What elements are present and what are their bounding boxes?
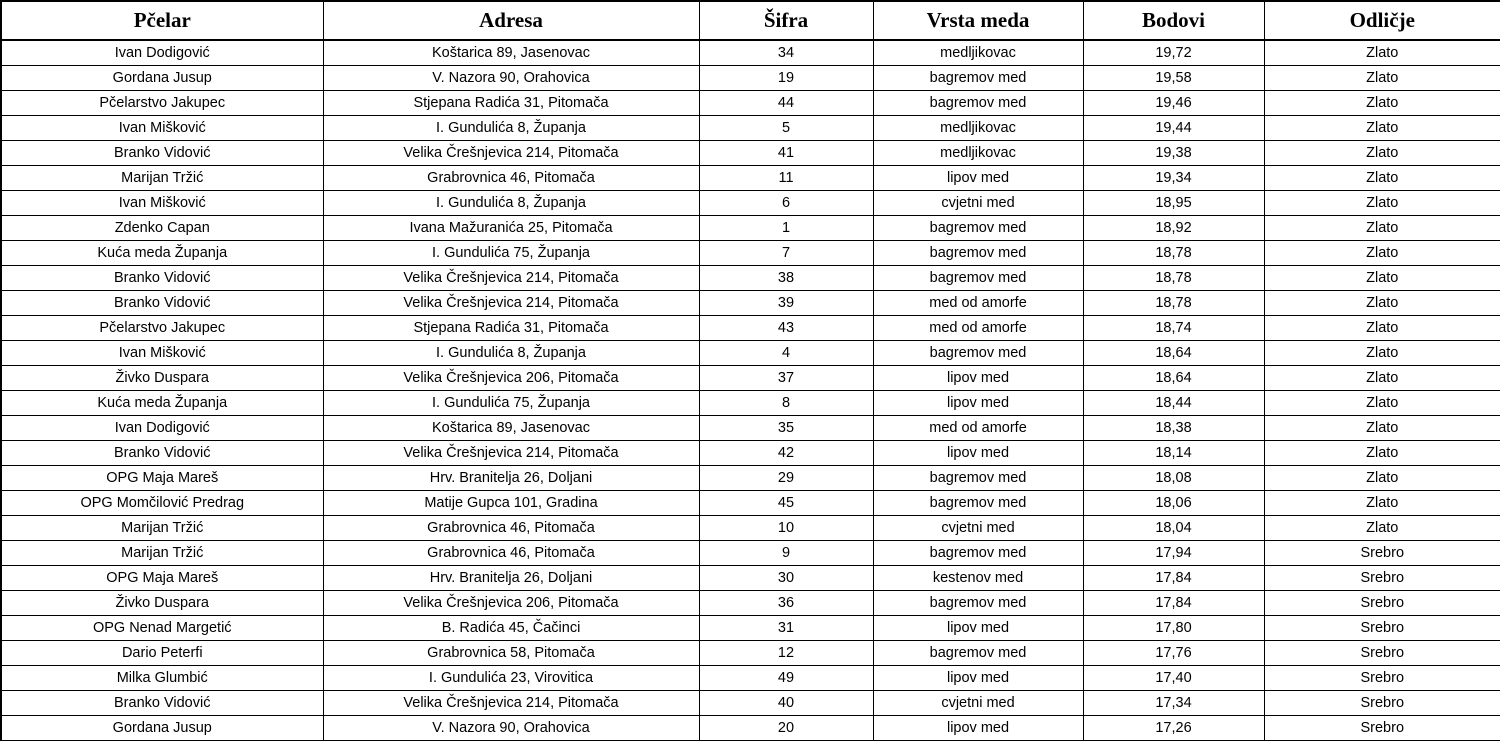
table-row: [1, 466, 1500, 491]
cell-pcelar: Marijan Tržić: [1, 541, 323, 566]
cell-adresa: Grabrovnica 46, Pitomača: [323, 166, 699, 191]
cell-vrsta-meda: bagremov med: [873, 491, 1083, 516]
cell-vrsta-meda: bagremov med: [873, 266, 1083, 291]
cell-vrsta-meda: lipov med: [873, 391, 1083, 416]
cell-pcelar: Branko Vidović: [1, 441, 323, 466]
cell-pcelar: Marijan Tržić: [1, 516, 323, 541]
cell-pcelar: OPG Momčilović Predrag: [1, 491, 323, 516]
table-row: [1, 241, 1500, 266]
cell-bodovi: 18,44: [1083, 391, 1264, 416]
cell-vrsta-meda: med od amorfe: [873, 291, 1083, 316]
table-row: [1, 641, 1500, 666]
header-sifra: Šifra: [699, 1, 873, 40]
cell-sifra: 31: [699, 616, 873, 641]
cell-bodovi: 17,84: [1083, 566, 1264, 591]
cell-odlicje: Zlato: [1264, 316, 1500, 341]
cell-pcelar: Milka Glumbić: [1, 666, 323, 691]
table-row: [1, 341, 1500, 366]
cell-pcelar: Branko Vidović: [1, 291, 323, 316]
cell-vrsta-meda: bagremov med: [873, 641, 1083, 666]
cell-sifra: 49: [699, 666, 873, 691]
table-body: [1, 40, 1500, 741]
cell-sifra: 36: [699, 591, 873, 616]
cell-pcelar: Zdenko Capan: [1, 216, 323, 241]
cell-bodovi: 18,04: [1083, 516, 1264, 541]
cell-pcelar: Živko Duspara: [1, 366, 323, 391]
cell-bodovi: 19,46: [1083, 91, 1264, 116]
cell-adresa: V. Nazora 90, Orahovica: [323, 716, 699, 741]
cell-bodovi: 18,78: [1083, 266, 1264, 291]
cell-vrsta-meda: lipov med: [873, 616, 1083, 641]
cell-adresa: Matije Gupca 101, Gradina: [323, 491, 699, 516]
header-vrsta-meda: Vrsta meda: [873, 1, 1083, 40]
cell-vrsta-meda: bagremov med: [873, 66, 1083, 91]
cell-adresa: Hrv. Branitelja 26, Doljani: [323, 566, 699, 591]
cell-vrsta-meda: cvjetni med: [873, 516, 1083, 541]
cell-odlicje: Zlato: [1264, 216, 1500, 241]
cell-adresa: Grabrovnica 46, Pitomača: [323, 541, 699, 566]
cell-odlicje: Zlato: [1264, 66, 1500, 91]
cell-bodovi: 17,40: [1083, 666, 1264, 691]
cell-pcelar: OPG Nenad Margetić: [1, 616, 323, 641]
cell-pcelar: Živko Duspara: [1, 591, 323, 616]
cell-sifra: 7: [699, 241, 873, 266]
cell-sifra: 39: [699, 291, 873, 316]
table-row: [1, 291, 1500, 316]
cell-bodovi: 18,64: [1083, 366, 1264, 391]
cell-sifra: 8: [699, 391, 873, 416]
cell-sifra: 1: [699, 216, 873, 241]
cell-vrsta-meda: med od amorfe: [873, 316, 1083, 341]
cell-vrsta-meda: bagremov med: [873, 466, 1083, 491]
cell-sifra: 20: [699, 716, 873, 741]
cell-pcelar: Branko Vidović: [1, 691, 323, 716]
cell-bodovi: 18,92: [1083, 216, 1264, 241]
cell-odlicje: Zlato: [1264, 116, 1500, 141]
cell-pcelar: Ivan Mišković: [1, 341, 323, 366]
cell-adresa: Stjepana Radića 31, Pitomača: [323, 316, 699, 341]
cell-vrsta-meda: cvjetni med: [873, 191, 1083, 216]
cell-sifra: 44: [699, 91, 873, 116]
cell-vrsta-meda: bagremov med: [873, 541, 1083, 566]
table-row: [1, 591, 1500, 616]
header-bodovi: Bodovi: [1083, 1, 1264, 40]
cell-sifra: 9: [699, 541, 873, 566]
cell-bodovi: 17,34: [1083, 691, 1264, 716]
cell-sifra: 4: [699, 341, 873, 366]
table-row: [1, 516, 1500, 541]
cell-vrsta-meda: kestenov med: [873, 566, 1083, 591]
cell-pcelar: Kuća meda Županja: [1, 391, 323, 416]
cell-adresa: V. Nazora 90, Orahovica: [323, 66, 699, 91]
cell-pcelar: Gordana Jusup: [1, 716, 323, 741]
cell-bodovi: 18,95: [1083, 191, 1264, 216]
table-row: [1, 266, 1500, 291]
cell-adresa: I. Gundulića 8, Županja: [323, 116, 699, 141]
cell-sifra: 19: [699, 66, 873, 91]
cell-vrsta-meda: lipov med: [873, 366, 1083, 391]
table-row: [1, 91, 1500, 116]
cell-sifra: 37: [699, 366, 873, 391]
cell-adresa: I. Gundulića 75, Županja: [323, 241, 699, 266]
cell-vrsta-meda: lipov med: [873, 166, 1083, 191]
table-row: [1, 116, 1500, 141]
cell-adresa: Koštarica 89, Jasenovac: [323, 40, 699, 66]
cell-adresa: Velika Črešnjevica 214, Pitomača: [323, 291, 699, 316]
cell-pcelar: Gordana Jusup: [1, 66, 323, 91]
table-row: [1, 541, 1500, 566]
cell-pcelar: Marijan Tržić: [1, 166, 323, 191]
header-pcelar: Pčelar: [1, 1, 323, 40]
cell-bodovi: 19,58: [1083, 66, 1264, 91]
cell-bodovi: 17,80: [1083, 616, 1264, 641]
cell-bodovi: 18,74: [1083, 316, 1264, 341]
cell-sifra: 30: [699, 566, 873, 591]
cell-odlicje: Srebro: [1264, 566, 1500, 591]
cell-pcelar: OPG Maja Mareš: [1, 566, 323, 591]
cell-odlicje: Zlato: [1264, 241, 1500, 266]
cell-sifra: 43: [699, 316, 873, 341]
cell-bodovi: 18,64: [1083, 341, 1264, 366]
cell-sifra: 5: [699, 116, 873, 141]
cell-pcelar: Dario Peterfi: [1, 641, 323, 666]
cell-pcelar: OPG Maja Mareš: [1, 466, 323, 491]
cell-odlicje: Zlato: [1264, 441, 1500, 466]
cell-bodovi: 19,44: [1083, 116, 1264, 141]
cell-odlicje: Zlato: [1264, 416, 1500, 441]
cell-bodovi: 19,34: [1083, 166, 1264, 191]
table-row: [1, 40, 1500, 66]
cell-sifra: 38: [699, 266, 873, 291]
cell-bodovi: 19,38: [1083, 141, 1264, 166]
cell-adresa: Grabrovnica 46, Pitomača: [323, 516, 699, 541]
cell-bodovi: 18,06: [1083, 491, 1264, 516]
cell-vrsta-meda: lipov med: [873, 716, 1083, 741]
table-row: [1, 716, 1500, 741]
cell-odlicje: Zlato: [1264, 466, 1500, 491]
cell-adresa: Velika Črešnjevica 214, Pitomača: [323, 691, 699, 716]
cell-sifra: 34: [699, 40, 873, 66]
cell-pcelar: Ivan Mišković: [1, 191, 323, 216]
cell-adresa: Hrv. Branitelja 26, Doljani: [323, 466, 699, 491]
cell-vrsta-meda: lipov med: [873, 441, 1083, 466]
cell-vrsta-meda: medljikovac: [873, 116, 1083, 141]
cell-pcelar: Branko Vidović: [1, 141, 323, 166]
cell-sifra: 11: [699, 166, 873, 191]
table-row: [1, 391, 1500, 416]
cell-sifra: 10: [699, 516, 873, 541]
cell-odlicje: Srebro: [1264, 591, 1500, 616]
cell-odlicje: Srebro: [1264, 716, 1500, 741]
cell-odlicje: Zlato: [1264, 491, 1500, 516]
cell-vrsta-meda: bagremov med: [873, 91, 1083, 116]
cell-odlicje: Zlato: [1264, 291, 1500, 316]
cell-bodovi: 19,72: [1083, 40, 1264, 66]
cell-bodovi: 17,84: [1083, 591, 1264, 616]
cell-odlicje: Zlato: [1264, 91, 1500, 116]
cell-adresa: I. Gundulića 8, Županja: [323, 341, 699, 366]
header-adresa: Adresa: [323, 1, 699, 40]
cell-bodovi: 17,94: [1083, 541, 1264, 566]
cell-bodovi: 17,26: [1083, 716, 1264, 741]
table-row: [1, 216, 1500, 241]
table-row: [1, 191, 1500, 216]
cell-odlicje: Srebro: [1264, 666, 1500, 691]
table-row: [1, 141, 1500, 166]
table-row: [1, 616, 1500, 641]
cell-pcelar: Branko Vidović: [1, 266, 323, 291]
cell-adresa: B. Radića 45, Čačinci: [323, 616, 699, 641]
cell-pcelar: Ivan Dodigović: [1, 416, 323, 441]
cell-odlicje: Zlato: [1264, 191, 1500, 216]
cell-pcelar: Ivan Dodigović: [1, 40, 323, 66]
cell-odlicje: Srebro: [1264, 541, 1500, 566]
table-row: [1, 491, 1500, 516]
cell-sifra: 6: [699, 191, 873, 216]
cell-vrsta-meda: bagremov med: [873, 216, 1083, 241]
table-row: [1, 316, 1500, 341]
cell-vrsta-meda: bagremov med: [873, 241, 1083, 266]
cell-bodovi: 18,14: [1083, 441, 1264, 466]
cell-adresa: Koštarica 89, Jasenovac: [323, 416, 699, 441]
cell-odlicje: Zlato: [1264, 141, 1500, 166]
cell-adresa: Velika Črešnjevica 214, Pitomača: [323, 266, 699, 291]
cell-adresa: Ivana Mažuranića 25, Pitomača: [323, 216, 699, 241]
cell-bodovi: 18,78: [1083, 291, 1264, 316]
table-row: [1, 416, 1500, 441]
table-row: [1, 166, 1500, 191]
cell-odlicje: Srebro: [1264, 641, 1500, 666]
cell-vrsta-meda: med od amorfe: [873, 416, 1083, 441]
table-row: [1, 691, 1500, 716]
cell-adresa: Velika Črešnjevica 214, Pitomača: [323, 441, 699, 466]
cell-odlicje: Srebro: [1264, 616, 1500, 641]
cell-vrsta-meda: bagremov med: [873, 591, 1083, 616]
cell-sifra: 40: [699, 691, 873, 716]
cell-bodovi: 17,76: [1083, 641, 1264, 666]
cell-adresa: Velika Črešnjevica 206, Pitomača: [323, 591, 699, 616]
table-row: [1, 566, 1500, 591]
cell-sifra: 29: [699, 466, 873, 491]
cell-odlicje: Zlato: [1264, 266, 1500, 291]
cell-odlicje: Zlato: [1264, 40, 1500, 66]
cell-adresa: Stjepana Radića 31, Pitomača: [323, 91, 699, 116]
cell-adresa: I. Gundulića 23, Virovitica: [323, 666, 699, 691]
cell-bodovi: 18,38: [1083, 416, 1264, 441]
cell-adresa: Grabrovnica 58, Pitomača: [323, 641, 699, 666]
table-row: [1, 66, 1500, 91]
cell-pcelar: Kuća meda Županja: [1, 241, 323, 266]
cell-sifra: 45: [699, 491, 873, 516]
table-row: [1, 366, 1500, 391]
cell-vrsta-meda: bagremov med: [873, 341, 1083, 366]
cell-odlicje: Zlato: [1264, 516, 1500, 541]
cell-adresa: Velika Črešnjevica 206, Pitomača: [323, 366, 699, 391]
cell-bodovi: 18,08: [1083, 466, 1264, 491]
cell-odlicje: Srebro: [1264, 691, 1500, 716]
cell-vrsta-meda: medljikovac: [873, 141, 1083, 166]
cell-odlicje: Zlato: [1264, 341, 1500, 366]
cell-odlicje: Zlato: [1264, 166, 1500, 191]
cell-adresa: Velika Črešnjevica 214, Pitomača: [323, 141, 699, 166]
cell-adresa: I. Gundulića 75, Županja: [323, 391, 699, 416]
cell-vrsta-meda: lipov med: [873, 666, 1083, 691]
cell-odlicje: Zlato: [1264, 366, 1500, 391]
cell-vrsta-meda: cvjetni med: [873, 691, 1083, 716]
cell-sifra: 12: [699, 641, 873, 666]
cell-odlicje: Zlato: [1264, 391, 1500, 416]
cell-pcelar: Pčelarstvo Jakupec: [1, 316, 323, 341]
header-row: [1, 1, 1500, 40]
cell-sifra: 41: [699, 141, 873, 166]
cell-sifra: 42: [699, 441, 873, 466]
cell-sifra: 35: [699, 416, 873, 441]
cell-pcelar: Ivan Mišković: [1, 116, 323, 141]
header-odlicje: Odličje: [1264, 1, 1500, 40]
cell-pcelar: Pčelarstvo Jakupec: [1, 91, 323, 116]
table-row: [1, 441, 1500, 466]
table-row: [1, 666, 1500, 691]
cell-adresa: I. Gundulića 8, Županja: [323, 191, 699, 216]
cell-bodovi: 18,78: [1083, 241, 1264, 266]
cell-vrsta-meda: medljikovac: [873, 40, 1083, 66]
